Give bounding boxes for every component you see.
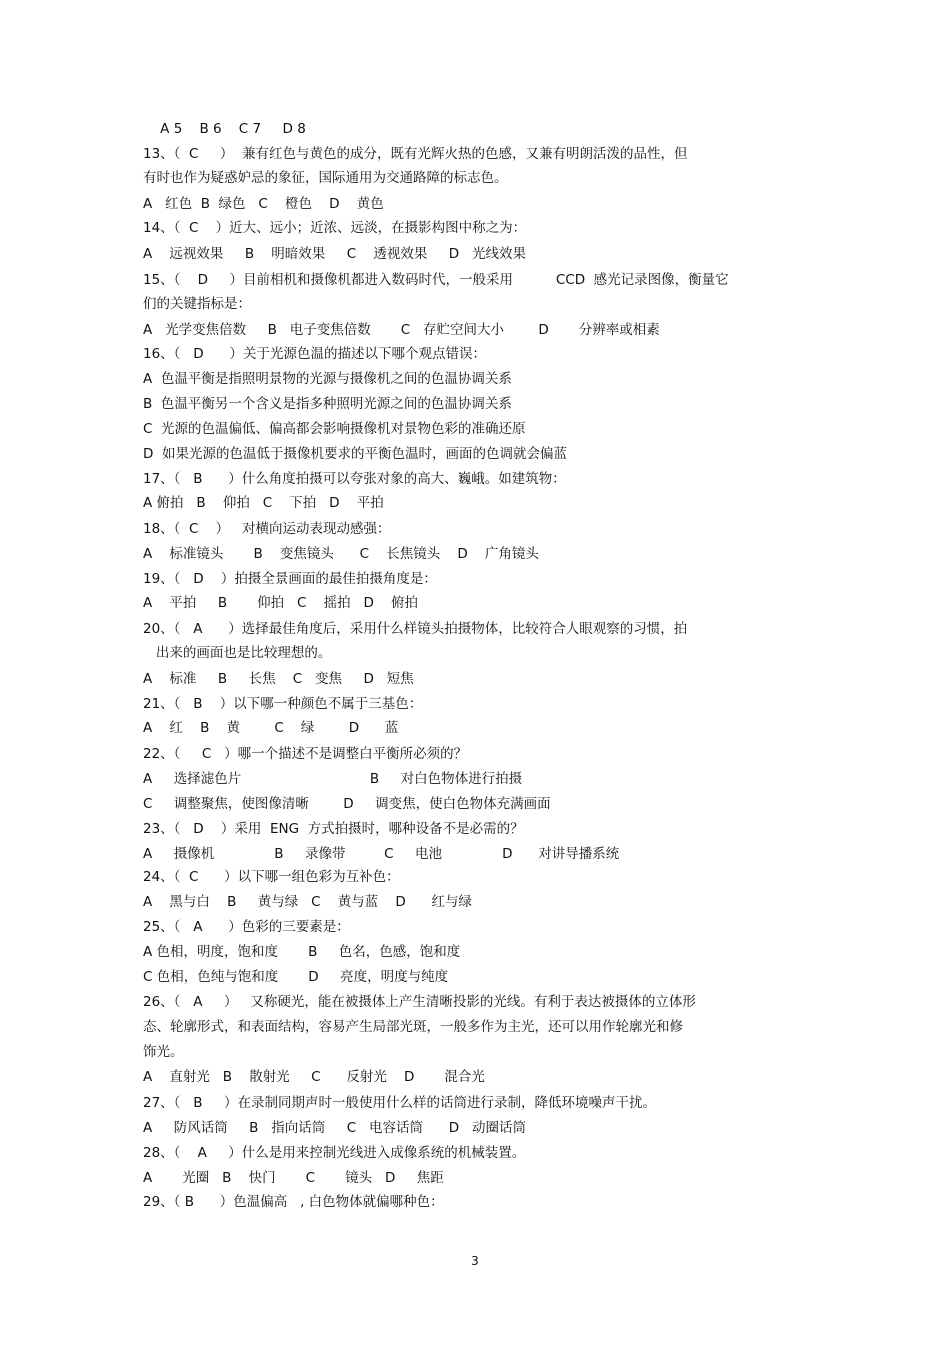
text-line: A 红 B 黄 C 绿 D 蓝 [143, 720, 399, 736]
text-line: A 标准镜头 B 变焦镜头 C 长焦镜头 D 广角镜头 [143, 546, 539, 562]
text-line: A 光圈 B 快门 C 镜头 D 焦距 [143, 1170, 444, 1186]
text-line: A 俯拍 B 仰拍 C 下拍 D 平拍 [143, 495, 384, 511]
text-line: A 黑与白 B 黄与绿 C 黄与蓝 D 红与绿 [143, 894, 473, 910]
text-line: A 平拍 B 仰拍 C 摇拍 D 俯拍 [143, 595, 419, 611]
text-line: A 光学变焦倍数 B 电子变焦倍数 C 存贮空间大小 D 分辨率或相素 [143, 322, 660, 338]
text-line: A 直射光 B 散射光 C 反射光 D 混合光 [143, 1069, 485, 1085]
text-line: C 光源的色温偏低、偏高都会影响摄像机对景物色彩的准确还原 [143, 421, 526, 437]
text-line: A 标准 B 长焦 C 变焦 D 短焦 [143, 671, 414, 687]
text-line: C 调整聚焦，使图像清晰 D 调变焦，使白色物体充满画面 [143, 796, 551, 812]
text-line: 18、（ C ） 对横向运动表现动感强： [143, 521, 391, 537]
text-line: A 5 B 6 C 7 D 8 [143, 121, 306, 137]
text-line: 14、（ C ）近大、远小；近浓、远淡，在摄影构图中称之为： [143, 220, 527, 236]
text-line: A 防风话筒 B 指向话筒 C 电容话筒 D 动圈话筒 [143, 1120, 527, 1136]
text-line: 25、（ A ）色彩的三要素是： [143, 919, 350, 935]
text-line: 26、（ A ） 又称硬光，能在被摄体上产生清晰投影的光线。有利于表达被摄体的立体形 [143, 994, 696, 1010]
text-line: 16、（ D ）关于光源色温的描述以下哪个观点错误： [143, 346, 486, 362]
page-number: 3 [471, 1254, 479, 1268]
text-line: A 远视效果 B 明暗效果 C 透视效果 D 光线效果 [143, 246, 527, 262]
text-line: 有时也作为疑惑妒忌的象征，国际通用为交通路障的标志色。 [143, 170, 508, 186]
text-line: A 选择滤色片 B 对白色物体进行拍摄 [143, 771, 523, 787]
text-line: A 色相，明度，饱和度 B 色名，色感，饱和度 [143, 944, 461, 960]
text-line: B 色温平衡另一个含义是指多种照明光源之间的色温协调关系 [143, 396, 512, 412]
text-line: 13、（ C ） 兼有红色与黄色的成分，既有光辉火热的色感，又兼有明朗活泼的品性，但 [143, 146, 688, 162]
text-line: 22、（ C ）哪一个描述不是调整白平衡所必须的？ [143, 746, 468, 762]
text-line: 出来的画面也是比较理想的。 [143, 645, 332, 661]
text-line: A 色温平衡是指照明景物的光源与摄像机之间的色温协调关系 [143, 371, 512, 387]
text-line: 态、轮廓形式，和表面结构，容易产生局部光斑，一般多作为主光，还可以用作轮廓光和修 [143, 1019, 683, 1035]
text-line: D 如果光源的色温低于摄像机要求的平衡色温时，画面的色调就会偏蓝 [143, 446, 567, 462]
text-line: 们的关键指标是： [143, 296, 251, 312]
text-line: 23、（ D ）采用 ENG 方式拍摄时，哪种设备不是必需的？ [143, 821, 524, 837]
text-line: 29、（ B ）色温偏高 , 白色物体就偏哪种色： [143, 1194, 444, 1210]
text-line: A 摄像机 B 录像带 C 电池 D 对讲导播系统 [143, 846, 620, 862]
text-line: A 红色 B 绿色 C 橙色 D 黄色 [143, 196, 384, 212]
text-line: 27、（ B ）在录制同期声时一般使用什么样的话筒进行录制，降低环境噪声干扰。 [143, 1095, 657, 1111]
text-line: 21、（ B ）以下哪一种颜色不属于三基色： [143, 696, 423, 712]
text-line: 28、（ A ）什么是用来控制光线进入成像系统的机械装置。 [143, 1145, 526, 1161]
text-line: 19、（ D ）拍摄全景画面的最佳拍摄角度是： [143, 571, 437, 587]
text-line: 15、（ D ）目前相机和摄像机都进入数码时代，一般采用 CCD 感光记录图像，衡量它 [143, 272, 729, 288]
text-line: C 色相，色纯与饱和度 D 亮度，明度与纯度 [143, 969, 449, 985]
text-line: 20、（ A ）选择最佳角度后，采用什么样镜头拍摄物体，比较符合人眼观察的习惯，拍 [143, 621, 688, 637]
text-line: 17、（ B ）什么角度拍摄可以夸张对象的高大、巍峨。如建筑物： [143, 471, 566, 487]
text-line: 24、（ C ）以下哪一组色彩为互补色： [143, 869, 400, 885]
text-line: 饰光。 [143, 1044, 184, 1060]
